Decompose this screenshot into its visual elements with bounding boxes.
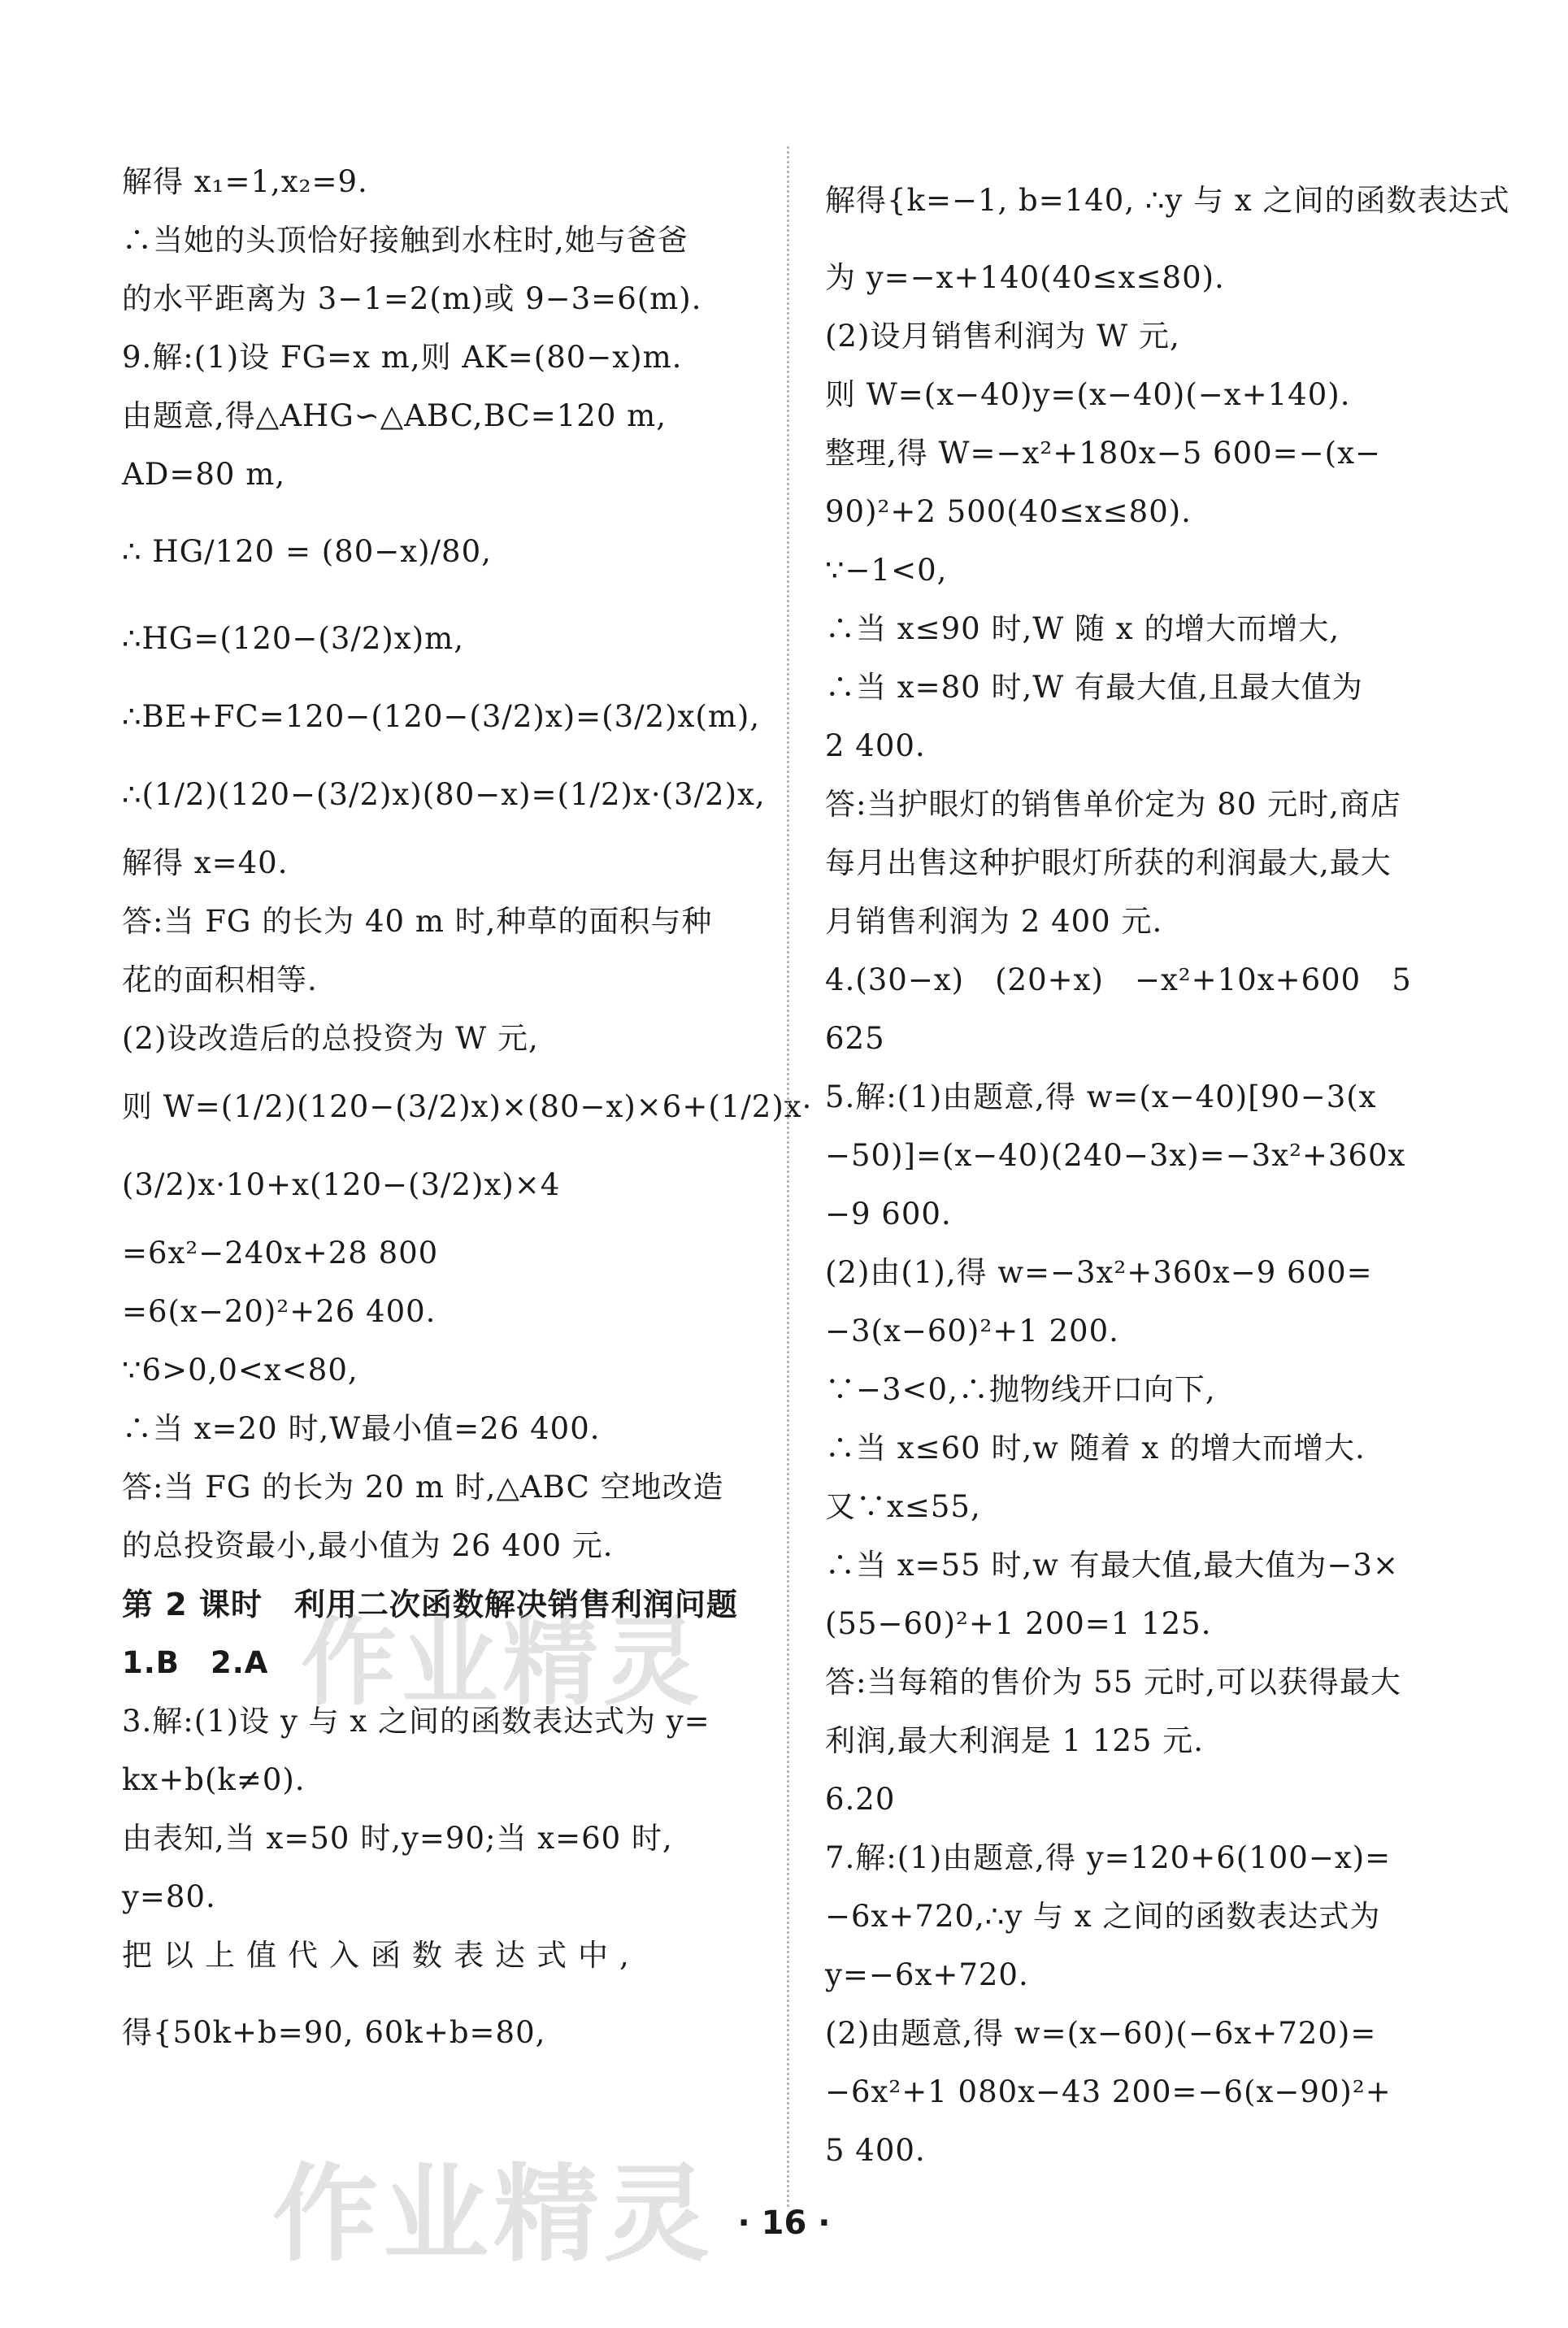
text-line: 625 <box>825 1021 885 1056</box>
text-line: y=−6x+720. <box>825 1957 1029 1992</box>
watermark: 作业精灵 <box>272 2152 715 2276</box>
page-number: · 16 · <box>737 2204 831 2242</box>
right-column <box>825 153 1510 2180</box>
text-line: 整理,得 W=−x²+180x−5 600=−(x− <box>825 436 1381 471</box>
text-line: 2 400. <box>825 728 926 763</box>
text-line: 90)²+2 500(40≤x≤80). <box>825 494 1192 529</box>
text-line: ∵−3<0,∴抛物线开口向下, <box>825 1372 1216 1407</box>
text-line: 由题意,得△AHG∽△ABC,BC=120 m, <box>122 398 667 433</box>
text-line: (55−60)²+1 200=1 125. <box>825 1606 1212 1641</box>
text-line: ∴当 x=20 时,W最小值=26 400. <box>122 1411 601 1446</box>
text-line: 7.解:(1)由题意,得 y=120+6(100−x)= <box>825 1840 1392 1875</box>
watermark: 作业精灵 <box>301 1606 705 1718</box>
text-line: 得{50k+b=90, 60k+b=80, <box>122 2015 546 2050</box>
text-line: 每月出售这种护眼灯所获的利润最大,最大 <box>825 845 1392 880</box>
text-line: 答:当每箱的售价为 55 元时,可以获得最大 <box>825 1665 1401 1700</box>
text-line: ∵−1<0, <box>825 553 948 588</box>
text-line: 解得 x₁=1,x₂=9. <box>122 164 368 199</box>
text-line: ∴当 x≤60 时,w 随着 x 的增大而增大. <box>825 1431 1366 1466</box>
text-line: 解得 x=40. <box>122 845 289 880</box>
text-line: 3.解:(1)设 y 与 x 之间的函数表达式为 y= <box>122 1704 710 1739</box>
text-line: ∴当她的头顶恰好接触到水柱时,她与爸爸 <box>122 223 688 258</box>
text-line: 1.B 2.A <box>122 1645 269 1680</box>
text-line: 4.(30−x) (20+x) −x²+10x+600 5 <box>825 962 1412 997</box>
text-line: −6x+720,∴y 与 x 之间的函数表达式为 <box>825 1899 1381 1934</box>
text-line: ∴当 x=80 时,W 有最大值,且最大值为 <box>825 670 1363 705</box>
text-line: −9 600. <box>825 1197 952 1231</box>
text-line: ∴当 x≤90 时,W 随 x 的增大而增大, <box>825 611 1340 646</box>
text-line: 把以上值代入函数表达式中, <box>122 1938 641 1973</box>
text-line: ∴HG=(120−(3/2)x)m, <box>122 621 464 656</box>
text-line: 5.解:(1)由题意,得 w=(x−40)[90−3(x <box>825 1079 1377 1114</box>
text-line: 的水平距离为 3−1=2(m)或 9−3=6(m). <box>122 281 702 316</box>
text-line: (2)由题意,得 w=(x−60)(−6x+720)= <box>825 2016 1377 2051</box>
text-line: ∴(1/2)(120−(3/2)x)(80−x)=(1/2)x·(3/2)x, <box>122 777 766 812</box>
text-line: ∴当 x=55 时,w 有最大值,最大值为−3× <box>825 1548 1399 1583</box>
text-line: 则 W=(x−40)y=(x−40)(−x+140). <box>825 377 1351 412</box>
text-line: (2)设改造后的总投资为 W 元, <box>122 1021 539 1056</box>
text-line: 答:当护眼灯的销售单价定为 80 元时,商店 <box>825 787 1401 822</box>
text-line: ∵6>0,0<x<80, <box>122 1353 358 1388</box>
text-line: ∴ HG/120 = (80−x)/80, <box>122 534 492 569</box>
text-line: 答:当 FG 的长为 20 m 时,△ABC 空地改造 <box>122 1470 724 1505</box>
text-line: 5 400. <box>825 2133 926 2168</box>
text-line: 的总投资最小,最小值为 26 400 元. <box>122 1528 614 1563</box>
text-line: =6x²−240x+28 800 <box>122 1236 439 1270</box>
text-line: ∴BE+FC=120−(120−(3/2)x)=(3/2)x(m), <box>122 699 761 734</box>
text-line: 花的面积相等. <box>122 962 318 997</box>
text-line: (2)设月销售利润为 W 元, <box>825 319 1180 354</box>
text-line: 月销售利润为 2 400 元. <box>825 904 1163 939</box>
text-line: 答:当 FG 的长为 40 m 时,种草的面积与种 <box>122 904 713 939</box>
text-line: −3(x−60)²+1 200. <box>825 1314 1119 1349</box>
text-line: 为 y=−x+140(40≤x≤80). <box>825 260 1225 295</box>
text-line: 9.解:(1)设 FG=x m,则 AK=(80−x)m. <box>122 340 683 375</box>
text-line: 6.20 <box>825 1782 896 1817</box>
left-column <box>122 153 813 2081</box>
section-heading: 第 2 课时 利用二次函数解决销售利润问题 <box>122 1587 738 1622</box>
text-line: (2)由(1),得 w=−3x²+360x−9 600= <box>825 1255 1373 1290</box>
text-line: kx+b(k≠0). <box>122 1762 306 1797</box>
text-line: 利润,最大利润是 1 125 元. <box>825 1723 1204 1758</box>
text-line: =6(x−20)²+26 400. <box>122 1294 437 1329</box>
text-line: AD=80 m, <box>122 457 286 492</box>
text-line: −50)]=(x−40)(240−3x)=−3x²+360x <box>825 1138 1406 1173</box>
text-line: y=80. <box>122 1879 216 1914</box>
text-line: 又∵x≤55, <box>825 1489 981 1524</box>
text-line: 则 W=(1/2)(120−(3/2)x)×(80−x)×6+(1/2)x· <box>122 1089 813 1124</box>
text-line: 由表知,当 x=50 时,y=90;当 x=60 时, <box>122 1821 673 1856</box>
text-line: −6x²+1 080x−43 200=−6(x−90)²+ <box>825 2074 1392 2109</box>
column-divider <box>787 146 789 2207</box>
text-line: 解得{k=−1, b=140, ∴y 与 x 之间的函数表达式 <box>825 183 1510 218</box>
text-line: (3/2)x·10+x(120−(3/2)x)×4 <box>122 1167 561 1202</box>
